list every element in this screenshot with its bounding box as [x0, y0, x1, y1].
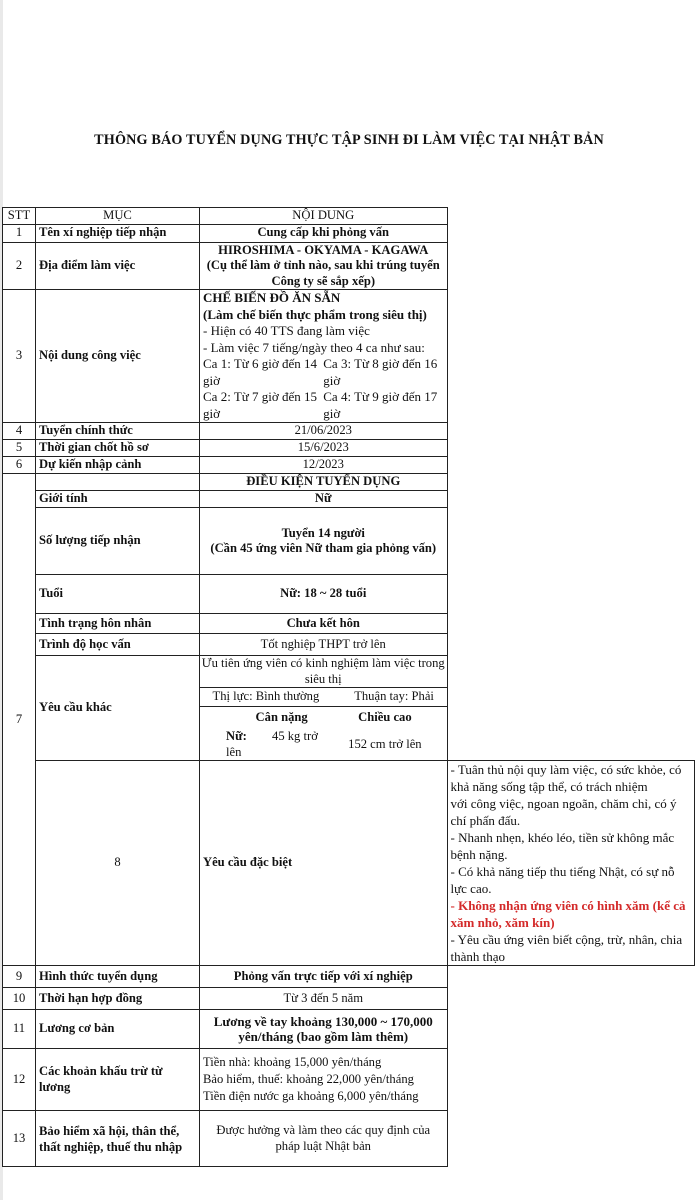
table-row: [3, 474, 695, 491]
table-row: [3, 988, 695, 1010]
table-row: [3, 440, 695, 457]
table-row: [3, 761, 695, 966]
job-subtitle: (Làm chế biến thực phẩm trong siêu thị): [203, 306, 427, 322]
shift-item: Ca 2: Từ 7 giờ đến 15 giờ: [203, 389, 318, 421]
hand-requirement: Thuận tay: Phải: [354, 689, 434, 704]
row-number: 9: [3, 966, 36, 988]
sub-row: [200, 707, 447, 730]
weight-cell: [200, 729, 323, 760]
row-number: 10: [3, 988, 36, 1010]
shift-item: Ca 4: Từ 9 giờ đến 17 giờ: [323, 389, 438, 421]
other-requirements-table: [200, 656, 447, 760]
work-location-cities: HIROSHIMA - OKYAMA - KAGAWA: [218, 242, 429, 257]
special-req: - Nhanh nhẹn, khéo léo, tiền sử không mắc bệnh nặng.: [450, 830, 675, 862]
row-label: Trình độ học vấn: [36, 634, 200, 656]
table-row: [3, 491, 695, 508]
row-value: Lương về tay khoảng 130,000 ~ 170,000 yên/tháng (bao gồm làm thêm): [200, 1010, 448, 1049]
row-label: Tuyển chính thức: [36, 423, 200, 440]
row-value: [200, 242, 448, 290]
recruitment-table: [2, 207, 695, 1167]
height-value: 152 cm trở lên: [348, 736, 422, 751]
row-label: Giới tính: [36, 491, 200, 508]
table-row: [3, 290, 695, 423]
vision-requirement: Thị lực: Bình thường: [212, 689, 320, 704]
table-row: [3, 614, 695, 634]
row-label: Địa điểm làm việc: [36, 242, 200, 290]
special-req: - Có khả năng tiếp thu tiếng Nhật, có sự nỗ lực cao.: [450, 864, 675, 896]
row-value: Cung cấp khi phỏng vấn: [200, 224, 448, 242]
row-label: Lương cơ bản: [36, 1010, 200, 1049]
table-row: [3, 634, 695, 656]
row-value: Nữ: [200, 491, 448, 508]
row-label: Bảo hiểm xã hội, thân thể, thất nghiệp, thuế thu nhập: [36, 1111, 200, 1167]
table-row: [3, 242, 695, 290]
table-row: [3, 1049, 695, 1111]
deduction-item: Tiền nhà: khoảng 15,000 yên/tháng: [203, 1055, 382, 1069]
sub-row: [200, 656, 447, 688]
row-label: Số lượng tiếp nhận: [36, 508, 200, 575]
row-value: Tốt nghiệp THPT trở lên: [200, 634, 448, 656]
table-row: [3, 457, 695, 474]
weight-value: 45 kg trở lên: [226, 729, 318, 759]
empty-cell: [36, 474, 200, 491]
row-value: 15/6/2023: [200, 440, 448, 457]
table-row: [3, 966, 695, 988]
row-number: 6: [3, 457, 36, 474]
table-row: [3, 1111, 695, 1167]
job-title: CHẾ BIẾN ĐỒ ĂN SẴN: [203, 290, 341, 305]
row-number: 2: [3, 242, 36, 290]
row-label: Tình trạng hôn nhân: [36, 614, 200, 634]
row-label: Thời hạn hợp đồng: [36, 988, 200, 1010]
row-number: 1: [3, 224, 36, 242]
table-row: [3, 224, 695, 242]
header-muc: MỤC: [36, 208, 200, 225]
special-req: - Yêu cầu ứng viên biết cộng, trừ, nhân, chia thành thạo: [450, 932, 683, 964]
row-label: Hình thức tuyển dụng: [36, 966, 200, 988]
row-label: Dự kiến nhập cảnh: [36, 457, 200, 474]
row-number: 13: [3, 1111, 36, 1167]
row-number: 7: [3, 474, 36, 966]
row-value: Chưa kết hôn: [200, 614, 448, 634]
row-value: [447, 761, 695, 966]
row-label: Thời gian chốt hồ sơ: [36, 440, 200, 457]
table-header-row: [3, 208, 695, 225]
row-number: 4: [3, 423, 36, 440]
height-header: Chiều cao: [358, 710, 412, 725]
row-value: 21/06/2023: [200, 423, 448, 440]
sub-row: [200, 729, 447, 760]
shift-item: Ca 1: Từ 6 giờ đến 14 giờ: [203, 356, 318, 388]
table-row: [3, 1010, 695, 1049]
work-location-note: (Cụ thể làm ở tỉnh nào, sau khi trúng tuyển Công ty sẽ sắp xếp): [206, 258, 440, 288]
deduction-item: Tiền điện nước ga khoảng 6,000 yên/tháng: [203, 1089, 419, 1103]
quota-count: Tuyển 14 người: [281, 525, 365, 540]
header-noi-dung: NỘI DUNG: [200, 208, 448, 225]
special-req: với công việc, ngoan ngoãn, chăm chỉ, có ý chí phấn đấu.: [450, 796, 677, 828]
row-label: Yêu cầu đặc biệt: [200, 761, 448, 966]
row-value: [200, 508, 448, 575]
special-req: - Tuân thủ nội quy làm việc, có sức khỏe, có khả năng sống tập thể, có trách nhiệm: [450, 762, 682, 794]
row-value: [200, 1049, 448, 1111]
table-row: [3, 656, 695, 761]
vision-hand-cell: [200, 688, 447, 707]
row-value: Từ 3 đến 5 năm: [200, 988, 448, 1010]
row-value: Phỏng vấn trực tiếp với xí nghiệp: [200, 966, 448, 988]
table-row: [3, 423, 695, 440]
quota-note: (Cần 45 ứng viên Nữ tham gia phỏng vấn): [210, 541, 437, 555]
weight-header: Cân nặng: [255, 710, 308, 725]
row-label: Các khoản khấu trừ từ lương: [36, 1049, 200, 1111]
row-number: 12: [3, 1049, 36, 1111]
female-label: Nữ:: [226, 729, 247, 743]
job-detail: - Hiện có 40 TTS đang làm việc: [203, 323, 370, 338]
table-row: [3, 575, 695, 614]
experience-priority: Ưu tiên ứng viên có kinh nghiệm làm việc trong siêu thị: [201, 656, 445, 686]
shift-item: Ca 3: Từ 8 giờ đến 16 giờ: [323, 356, 438, 388]
table-row: [3, 508, 695, 575]
shift-row: [203, 389, 444, 422]
row-label: Tuổi: [36, 575, 200, 614]
row-label: Tên xí nghiệp tiếp nhận: [36, 224, 200, 242]
job-detail: - Làm việc 7 tiếng/ngày theo 4 ca như sau:: [203, 339, 425, 355]
shift-row: [203, 356, 444, 389]
row-value: Nữ: 18 ~ 28 tuổi: [200, 575, 448, 614]
row-value: [200, 656, 448, 761]
row-number: 11: [3, 1010, 36, 1049]
header-stt: STT: [3, 208, 36, 225]
row-label: Yêu cầu khác: [36, 656, 200, 761]
sub-row: [200, 688, 447, 707]
row-value: 12/2023: [200, 457, 448, 474]
row-number: 8: [36, 761, 200, 966]
row-value: [200, 290, 448, 423]
deduction-item: Bảo hiểm, thuế: khoảng 22,000 yên/tháng: [203, 1072, 414, 1086]
document-title: THÔNG BÁO TUYỂN DỤNG THỰC TẬP SINH ĐI LÀM VIỆC TẠI NHẬT BẢN: [94, 132, 604, 148]
row-number: 5: [3, 440, 36, 457]
tattoo-warning: - Không nhận ứng viên có hình xăm (kể cả xăm nhỏ, xăm kín): [450, 898, 686, 930]
row-value: Được hưởng và làm theo các quy định của pháp luật Nhật bản: [200, 1111, 448, 1167]
row-label: Nội dung công việc: [36, 290, 200, 423]
row-number: 3: [3, 290, 36, 423]
section-heading: ĐIỀU KIỆN TUYỂN DỤNG: [200, 474, 448, 491]
